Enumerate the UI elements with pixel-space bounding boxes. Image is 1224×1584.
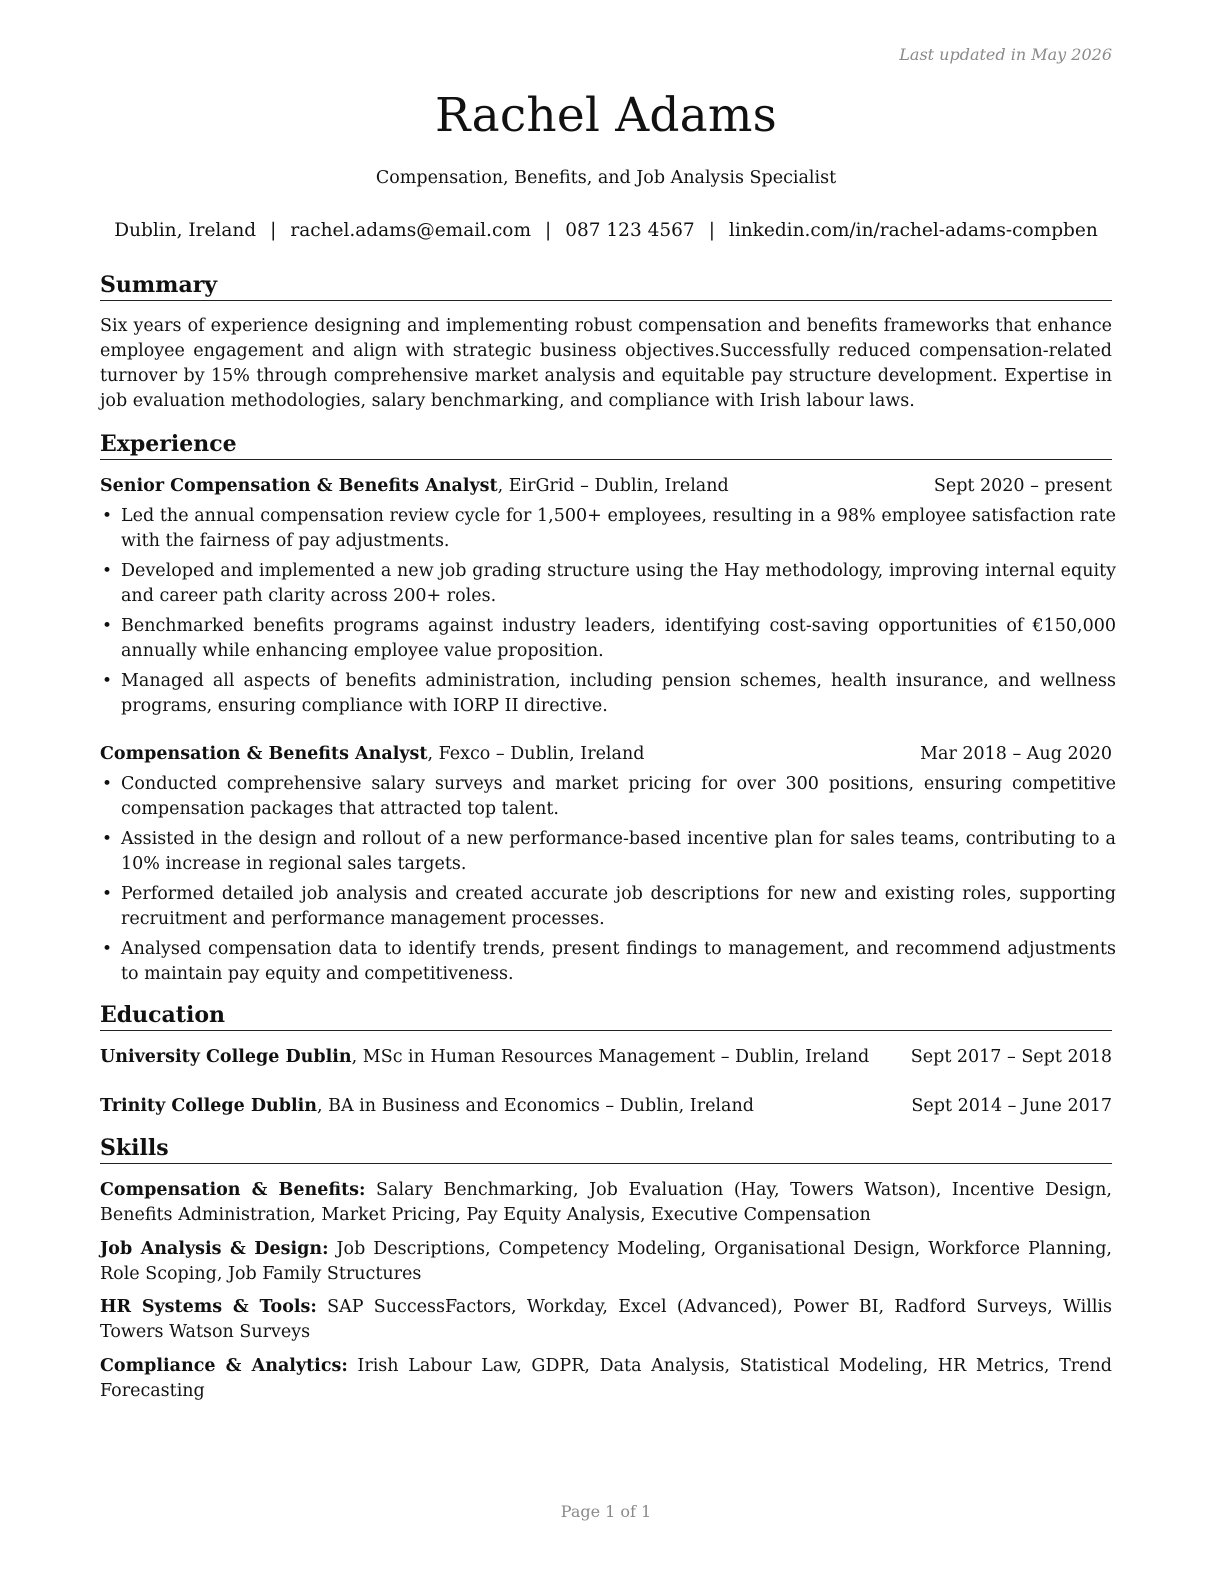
candidate-title: Compensation, Benefits, and Job Analysis Specialist: [375, 168, 837, 188]
skill-text: Irish Labour Law, GDPR, Data Analysis, Statistical Modeling, HR Metrics, Trend Forecasting: [100, 1356, 1112, 1401]
education-school: University College Dublin: [100, 1047, 352, 1067]
job-bullet: • Benchmarked benefits programs against industry leaders, identifying cost-saving opportunities of €150,000 annually while enhancing employee value proposition.: [100, 614, 1116, 664]
contact-separator: |: [544, 220, 552, 241]
job-bullet: • Developed and implemented a new job grading structure using the Hay methodology, improving internal equity and career path clarity across 200+ roles.: [100, 559, 1116, 609]
skill-group: [100, 1178, 1112, 1228]
skill-group: [100, 1237, 1112, 1287]
skill-label: Job Analysis & Design:: [100, 1239, 329, 1259]
contact-linkedin[interactable]: linkedin.com/in/rachel-adams-compben: [728, 220, 1098, 241]
education-item: [100, 1045, 1112, 1070]
candidate-name: Rachel Adams: [434, 88, 777, 143]
job-org: , EirGrid – Dublin, Ireland: [497, 476, 729, 496]
skill-label: Compensation & Benefits:: [100, 1180, 366, 1200]
education-heading: Education: [100, 1002, 1112, 1031]
resume-page: [100, 0, 1116, 1584]
summary-heading: Summary: [100, 272, 1112, 301]
contact-location: Dublin, Ireland: [114, 220, 257, 241]
contact-separator: |: [708, 220, 715, 241]
experience-heading: Experience: [100, 431, 1112, 460]
job-bullet: • Assisted in the design and rollout of a new performance-based incentive plan for sales teams, contributing to a 10% increase in regional sales targets.: [100, 827, 1116, 877]
job-bullet: • Conducted comprehensive salary surveys and market pricing for over 300 positions, ensuring competitive compensation packages that attracted top talent.: [100, 772, 1116, 822]
job-role: Compensation & Benefits Analyst: [100, 744, 428, 764]
skill-label: Compliance & Analytics:: [100, 1356, 348, 1376]
skills-heading: Skills: [100, 1135, 1112, 1164]
job-bullet: • Performed detailed job analysis and created accurate job descriptions for new and existing roles, supporting recruitment and performance management processes.: [100, 882, 1116, 932]
job-bullet: • Led the annual compensation review cycle for 1,500+ employees, resulting in a 98% employee satisfaction rate with the fairness of pay adjustments.: [100, 504, 1116, 554]
skill-text: SAP SuccessFactors, Workday, Excel (Advanced), Power BI, Radford Surveys, Willis Towers Watson Surveys: [100, 1297, 1112, 1342]
job-bullet: • Analysed compensation data to identify trends, present findings to management, and recommend adjustments to maintain pay equity and competitiveness.: [100, 937, 1116, 987]
job-bullets: [100, 772, 1116, 992]
education-dates: Sept 2014 – June 2017: [911, 1096, 1112, 1116]
education-dates: Sept 2017 – Sept 2018: [910, 1047, 1112, 1067]
education-detail: , BA in Business and Economics – Dublin, Ireland: [316, 1096, 754, 1116]
skill-text: Job Descriptions, Competency Modeling, Organisational Design, Workforce Planning, Role Scoping, Job Family Structures: [100, 1239, 1112, 1284]
last-updated: Last updated in May 2026: [899, 45, 1112, 64]
job-bullet: • Managed all aspects of benefits administration, including pension schemes, health insurance, and wellness programs, ensuring compliance with IORP II directive.: [100, 669, 1116, 719]
job-dates: Mar 2018 – Aug 2020: [920, 744, 1112, 764]
job-header: [100, 742, 1112, 767]
skill-label: HR Systems & Tools:: [100, 1297, 317, 1317]
job-header: [100, 474, 1112, 499]
contact-phone: 087 123 4567: [565, 220, 695, 241]
job-role: Senior Compensation & Benefits Analyst: [100, 476, 498, 496]
education-item: [100, 1094, 1112, 1119]
job-bullets: [100, 504, 1116, 724]
skill-text: Salary Benchmarking, Job Evaluation (Hay, Towers Watson), Incentive Design, Benefits Administration, Market Pricing, Pay Equity Analysis, Executive Compensation: [100, 1180, 1112, 1225]
education-school: Trinity College Dublin: [100, 1096, 317, 1116]
skill-group: [100, 1295, 1112, 1345]
page-number: Page 1 of 1: [560, 1502, 652, 1521]
job-dates: Sept 2020 – present: [933, 476, 1112, 496]
contact-line: [100, 220, 1112, 241]
skill-group: [100, 1354, 1112, 1404]
contact-separator: |: [270, 220, 277, 241]
education-detail: , MSc in Human Resources Management – Dublin, Ireland: [351, 1047, 870, 1067]
summary-text: Six years of experience designing and implementing robust compensation and benefits frameworks that enhance employee engagement and align with strategic business objectives.Successfully reduced compensation-related turnover by 15% through comprehensive market analysis and equitable pay structure development. Expertise in job evaluation methodologies, salary benchmarking, and compliance with Irish labour laws.: [100, 316, 1112, 411]
contact-email[interactable]: rachel.adams@email.com: [290, 220, 531, 241]
job-org: , Fexco – Dublin, Ireland: [427, 744, 645, 764]
